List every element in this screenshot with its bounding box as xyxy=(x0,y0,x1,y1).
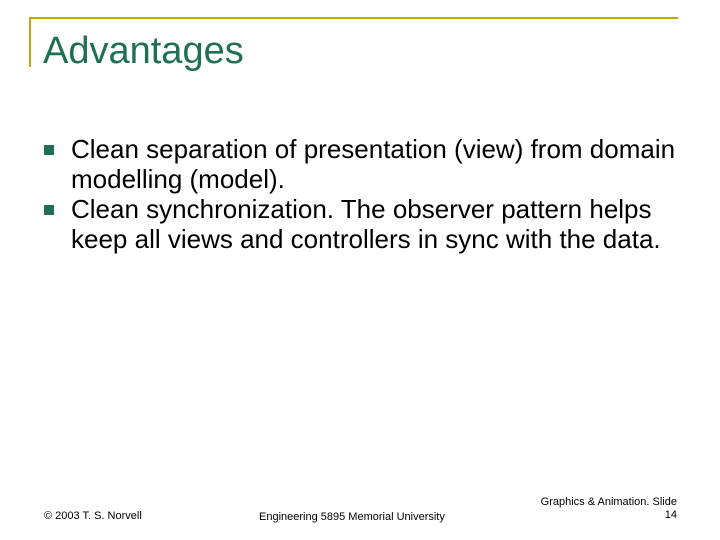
bullet-item xyxy=(44,194,684,254)
bullet-item xyxy=(44,134,684,194)
footer-course: Engineering 5895 Memorial University xyxy=(259,511,445,523)
slide-number: 14 xyxy=(664,509,677,521)
slide-title: Advantages xyxy=(43,30,244,72)
square-bullet-icon xyxy=(44,145,54,155)
bullet-text: Clean separation of presentation (view) from domain modelling (model). xyxy=(71,134,676,194)
bullet-list xyxy=(44,134,684,254)
bullet-text: Clean synchronization. The observer pattern helps keep all views and controllers in sync with the data. xyxy=(71,194,661,254)
footer-slide-info xyxy=(541,496,677,522)
title-accent-rule-vertical xyxy=(29,17,31,67)
footer-topic: Graphics & Animation. Slide xyxy=(540,496,677,508)
footer-copyright: © 2003 T. S. Norvell xyxy=(44,510,142,522)
title-accent-rule-horizontal xyxy=(29,17,678,19)
square-bullet-icon xyxy=(44,205,54,215)
